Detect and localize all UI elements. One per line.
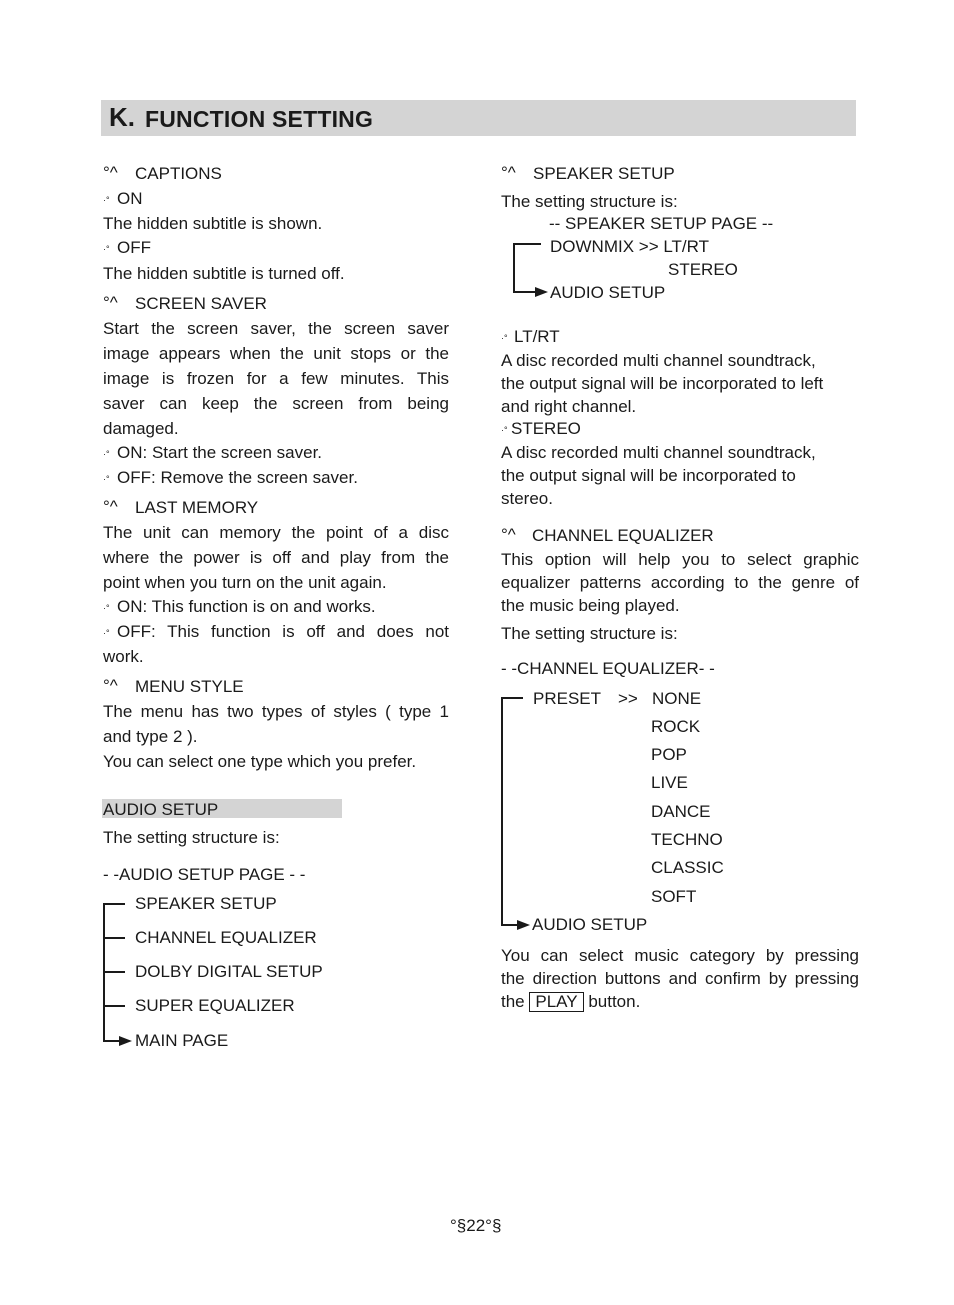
audio-structure-intro: The setting structure is:	[103, 828, 280, 847]
screen-saver-line: image appears when the unit stops or the	[103, 344, 449, 363]
captions-on-desc: The hidden subtitle is shown.	[103, 214, 323, 233]
section-letter: K.	[109, 102, 135, 132]
audio-item: DOLBY DIGITAL SETUP	[135, 962, 323, 981]
eq-option: DANCE	[651, 802, 711, 821]
section-header	[101, 100, 856, 136]
screen-saver-off: OFF: Remove the screen saver.	[117, 468, 358, 487]
sub-bullet: ·°	[103, 195, 110, 205]
bullet: °^	[103, 163, 118, 182]
audio-item: CHANNEL EQUALIZER	[135, 928, 317, 947]
eq-option: NONE	[652, 689, 702, 708]
ltrt-desc-line: the output signal will be incorporated to left	[501, 374, 824, 393]
bullet: °^	[501, 163, 516, 182]
menu-style-line: and type 2 ).	[103, 727, 198, 746]
channel-eq-structure-intro: The setting structure is:	[501, 624, 678, 643]
ltrt-desc-line: and right channel.	[501, 397, 637, 416]
sub-bullet: ·°	[103, 474, 110, 484]
page-number: °§22°§	[450, 1216, 502, 1235]
downmix-option: DOWNMIX >> LT/RT	[550, 237, 710, 256]
sub-bullet: ·°	[501, 425, 508, 435]
channel-eq-heading: CHANNEL EQUALIZER	[532, 526, 714, 545]
audio-item: SUPER EQUALIZER	[135, 996, 295, 1015]
bullet: °^	[103, 676, 118, 695]
screen-saver-line: saver can keep the screen from being	[103, 394, 449, 413]
eq-option: LIVE	[651, 773, 688, 792]
closing-line-last	[501, 992, 640, 1012]
last-memory-line: The unit can memory the point of a disc	[103, 523, 449, 542]
audio-setup-heading: AUDIO SETUP	[103, 800, 219, 819]
sub-bullet: ·°	[103, 244, 110, 254]
menu-style-line: The menu has two types of styles ( type 1	[103, 702, 449, 721]
eq-option: CLASSIC	[651, 858, 724, 877]
bullet: °^	[103, 293, 118, 312]
stereo-desc-line: A disc recorded multi channel soundtrack,	[501, 443, 816, 462]
sub-bullet: ·°	[501, 333, 508, 343]
tree-branch	[513, 243, 541, 245]
play-button-label: PLAY	[529, 992, 583, 1012]
audio-item: SPEAKER SETUP	[135, 894, 277, 913]
arrow-right-icon	[535, 286, 549, 298]
captions-on-label: ON	[117, 189, 143, 208]
stereo-desc-line: stereo.	[501, 489, 553, 508]
sub-bullet: ·°	[103, 603, 110, 613]
ltrt-label: LT/RT	[514, 327, 560, 346]
tree-branch	[103, 903, 125, 905]
speaker-return-item: AUDIO SETUP	[550, 283, 666, 302]
captions-off-desc: The hidden subtitle is turned off.	[103, 264, 345, 283]
tree-branch	[513, 291, 537, 293]
tree-trunk	[501, 697, 503, 925]
preset-label: PRESET	[533, 689, 602, 708]
screen-saver-on: ON: Start the screen saver.	[117, 443, 323, 462]
stereo-option: STEREO	[668, 260, 738, 279]
speaker-setup-heading: SPEAKER SETUP	[533, 164, 675, 183]
menu-style-line: You can select one type which you prefer.	[103, 752, 417, 771]
ltrt-desc-line: A disc recorded multi channel soundtrack,	[501, 351, 816, 370]
screen-saver-line: damaged.	[103, 419, 179, 438]
channel-eq-line: This option will help you to select graphic	[501, 550, 859, 569]
channel-eq-line: the music being played.	[501, 596, 680, 615]
last-memory-line: point when you turn on the unit again.	[103, 573, 387, 592]
tree-branch	[501, 697, 523, 699]
channel-eq-line: equalizer patterns according to the genre of	[501, 573, 859, 592]
eq-option: SOFT	[651, 887, 697, 906]
screen-saver-line: Start the screen saver, the screen saver	[103, 319, 449, 338]
sub-bullet: ·°	[103, 449, 110, 459]
arrow-right-icon	[517, 919, 531, 931]
stereo-label: STEREO	[511, 419, 581, 438]
bullet: °^	[103, 497, 118, 516]
tree-branch	[103, 1005, 125, 1007]
audio-page-title: - -AUDIO SETUP PAGE - -	[103, 865, 306, 884]
preset-arrow: >>	[618, 689, 638, 708]
eq-option: POP	[651, 745, 687, 764]
captions-off-label: OFF	[117, 238, 151, 257]
last-memory-line: where the power is off and play from the	[103, 548, 449, 567]
last-memory-on: ON: This function is on and works.	[117, 597, 376, 616]
eq-option: TECHNO	[651, 830, 723, 849]
closing-line: You can select music category by pressing	[501, 946, 859, 965]
last-memory-off: OFF: This function is off and does not	[117, 622, 449, 641]
menu-style-heading: MENU STYLE	[135, 677, 244, 696]
screen-saver-line: image is frozen for a few minutes. This	[103, 369, 449, 388]
stereo-desc-line: the output signal will be incorporated to	[501, 466, 796, 485]
tree-branch	[103, 937, 125, 939]
eq-option: ROCK	[651, 717, 701, 736]
closing-end: button.	[588, 992, 641, 1011]
eq-return-item: AUDIO SETUP	[532, 915, 648, 934]
speaker-page-title: -- SPEAKER SETUP PAGE --	[549, 214, 774, 233]
audio-return-item: MAIN PAGE	[135, 1031, 229, 1050]
arrow-right-icon	[119, 1035, 133, 1047]
screen-saver-heading: SCREEN SAVER	[135, 294, 267, 313]
closing-the: the	[501, 992, 525, 1011]
last-memory-heading: LAST MEMORY	[135, 498, 259, 517]
section-title: FUNCTION SETTING	[145, 106, 374, 132]
captions-heading: CAPTIONS	[135, 164, 222, 183]
bullet: °^	[501, 525, 516, 544]
sub-bullet: ·°	[103, 628, 110, 638]
closing-line: the direction buttons and confirm by pressing	[501, 969, 859, 988]
speaker-structure-intro: The setting structure is:	[501, 192, 678, 211]
channel-eq-page-title: - -CHANNEL EQUALIZER- -	[501, 659, 715, 678]
last-memory-off-cont: work.	[103, 647, 144, 666]
tree-branch	[103, 971, 125, 973]
tree-trunk	[513, 243, 515, 292]
